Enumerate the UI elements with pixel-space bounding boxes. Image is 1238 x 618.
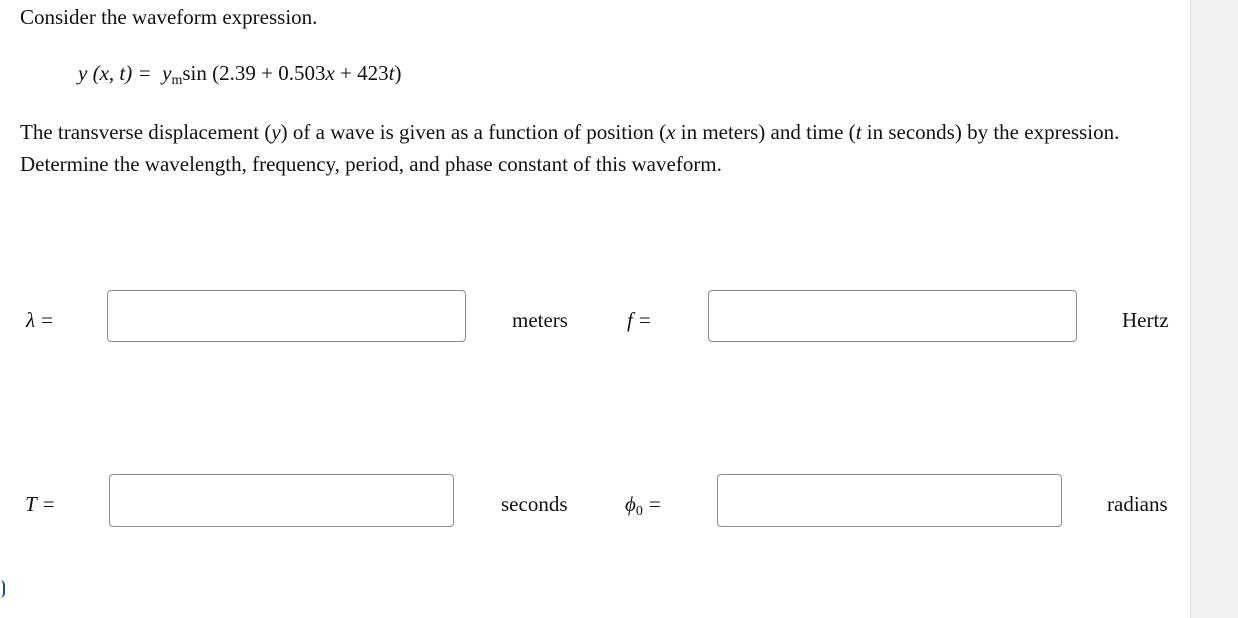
statement-var-x: x: [666, 120, 676, 144]
side-tab-edge: [0, 580, 5, 598]
statement-part: ) of a wave is given as a function of position (: [280, 120, 667, 144]
statement-part: The transverse displacement (: [20, 120, 272, 144]
equation-amplitude-sub: m: [171, 73, 183, 88]
equation-function: sin (2.39 + 0.503: [182, 61, 326, 85]
phase-equals: =: [648, 492, 661, 516]
equation-x: x: [325, 61, 335, 85]
statement-var-t: t: [855, 120, 862, 144]
equation-close: ): [394, 61, 402, 85]
statement-part: in seconds) by the expression. Determine the wavelength, frequency, period, and phase constant of this waveform.: [20, 120, 1120, 176]
wavelength-label: [26, 308, 53, 333]
wavelength-symbol: λ: [26, 308, 36, 332]
wavelength-unit: meters: [512, 308, 568, 332]
equation-lhs: y (x, t) =: [78, 61, 152, 85]
frequency-symbol: f: [627, 308, 633, 332]
period-equals: =: [42, 492, 55, 516]
period-unit: seconds: [501, 492, 568, 516]
frequency-label: [627, 308, 651, 333]
period-label: [25, 492, 55, 517]
equation-amplitude: y: [162, 61, 172, 85]
phase-subscript: 0: [635, 504, 643, 519]
period-symbol: T: [25, 492, 37, 516]
equation-t: t: [388, 61, 395, 85]
phase-label: [625, 492, 661, 520]
phase-unit: radians: [1107, 492, 1168, 516]
phase-symbol: ϕ: [625, 492, 636, 516]
phase-input[interactable]: [717, 474, 1062, 527]
frequency-equals: =: [638, 308, 651, 332]
wavelength-input[interactable]: [107, 290, 466, 342]
wavelength-equals: =: [41, 308, 53, 332]
statement-part: in meters) and time (: [675, 120, 856, 144]
frequency-unit: Hertz: [1122, 308, 1169, 332]
scrollbar-panel[interactable]: [1190, 0, 1238, 618]
intro-text: Consider the waveform expression.: [20, 5, 318, 29]
problem-statement: [20, 116, 1120, 180]
period-input[interactable]: [109, 474, 454, 527]
equation-mid: + 423: [334, 61, 389, 85]
frequency-input[interactable]: [708, 290, 1077, 342]
statement-var-y: y: [271, 120, 281, 144]
waveform-equation: [78, 61, 401, 89]
